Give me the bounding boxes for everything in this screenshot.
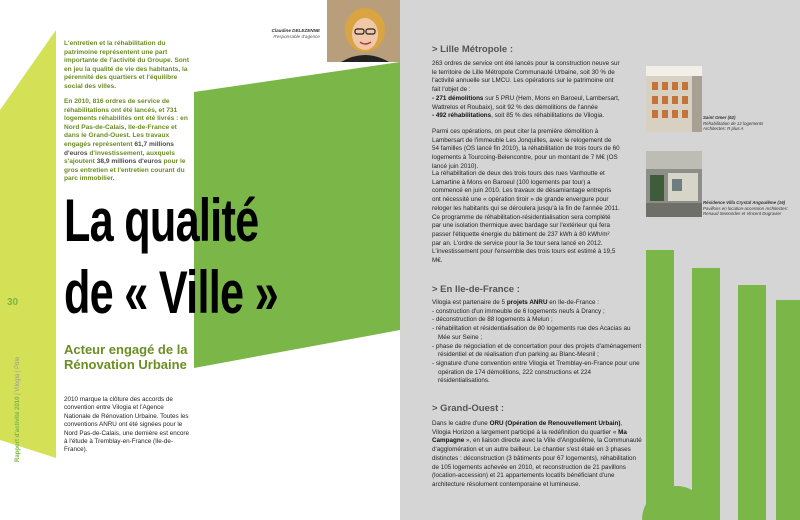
side-label-main: Rapport d'activité 2010 bbox=[15, 396, 21, 462]
green-bar-3 bbox=[738, 285, 766, 520]
side-label-sep: | bbox=[15, 391, 21, 397]
intro2-bold-a: 61,7 millions d'euros bbox=[64, 140, 174, 157]
subheading: Acteur engagé de la Rénovation Urbaine bbox=[64, 342, 188, 372]
side-label-sep-2: | bbox=[15, 368, 21, 374]
photo-caption-1 bbox=[703, 115, 783, 132]
section-title-ouest: > Grand-Ouest : bbox=[432, 403, 505, 414]
section-title-lille: > Lille Métropole : bbox=[432, 44, 514, 55]
lille-paragraph-3: La réhabilitation de deux des trois tours des rues Vanhoutte et Lamartine à Mons en Baroeul (100 logements par tour) a commencé en juin 2010. Les travaux de désamiantage entrepris ont nécessité une « opération tiroir » de grande envergure pour reloger les habitants qui se déroulera jusqu'à la fin de l'année 2011. Ce programme de réhabilitation-résidentialisation sera complété par une isolation thermique avec bardage sur l'extérieur qui fera passer l'étiquette énergie du bâtiment de 237 kWh à 80 kWh/m² par an. L'ordre de service pour la 3e tour sera lancé en 2012. L'investissement pour l'ensemble des trois tours est estimé à 19,5 M€. bbox=[432, 170, 620, 265]
intro2-text-c: pour le gros entretien et l'entretien courant du parc immobilier. bbox=[64, 158, 186, 183]
intro-paragraph-1: L'entretien et la réhabilitation du patrimoine représentent une part importante de l'activité du Groupe. Sont en jeu la qualité de vie des habitants, la pérennité des quartiers et l'équilibre social des villes. bbox=[64, 40, 190, 90]
ouest-text-c: », en liaison directe avec la Ville d'Angoulême, la Communauté d'agglomération et un autre bailleur. Le chantier s'est étalé en 3 phases distinctes : déconstruction (3 bâtiments pour 67 logements), réhabilitation de 105 logements achevée en 2010, et reconstruction de 21 pavillons (location-accession) et 21 appartements locatifs bénéficiant d'une architecture résolument contemporaine et lumineuse. bbox=[432, 437, 642, 488]
side-label-sub1: Vilogia bbox=[15, 373, 21, 392]
portrait-photo bbox=[327, 0, 400, 62]
intro2-text-a: En 2010, 816 ordres de service de réhabilitations ont été lancés, et 731 logements réhabilités ont été livrés : en Nord Pas-de-Calais, Ile-de-France et dans le Grand-Ouest. Les travaux engagés représentent bbox=[64, 98, 188, 148]
ouest-text-b: , Vilogia Horizon a largement participé à la redéfinition du quartier « bbox=[432, 420, 623, 436]
list-item: - construction d'un immeuble de 6 logements neufs à Drancy ; bbox=[432, 307, 605, 315]
lille-li1-bold: - 271 démolitions bbox=[432, 94, 484, 102]
green-bar-4 bbox=[776, 300, 800, 520]
building-photo-angouleme bbox=[646, 151, 702, 217]
caption-1-desc: Réhabilitation de 12 logements Architectes: R plus A bbox=[703, 120, 764, 132]
idf-body bbox=[432, 299, 642, 386]
title-line-2: de « Ville » bbox=[64, 259, 278, 326]
side-label-text bbox=[15, 357, 21, 462]
building-photo-saint-omer bbox=[646, 66, 702, 132]
section-title-idf: > En Ile-de-France : bbox=[432, 284, 520, 295]
idf-intro bbox=[432, 299, 642, 308]
building-illustration-2 bbox=[646, 151, 702, 217]
list-item: - signature d'une convention entre Vilogia et Tremblay-en-France pour une opération de 174 démolitions, 222 constructions et 224 résidentialisations. bbox=[432, 359, 640, 385]
photo-caption-2 bbox=[703, 200, 788, 217]
lille-paragraph-2: Parmi ces opérations, on peut citer la première démolition à Lambersart de l'immeuble Les Jonquilles, avec le relogement de 54 familles (OS lancé fin 2010), la réhabilitation de trois tours de 60 logements à Tourcoing-Belencontre, pour un montant de 7 M€ (OS lancé juin 2010). bbox=[432, 128, 620, 170]
ouest-bold-b: Ma Campagne bbox=[432, 428, 627, 445]
caption-1-name: Saint Omer (62) bbox=[703, 115, 736, 120]
intro2-text-b: d'investissement, auxquels s'ajoutent bbox=[64, 149, 175, 166]
intro-paragraph-2 bbox=[64, 98, 191, 184]
list-item: - phase de négociation et de concertation pour des projets d'aménagement résidentiel et de réalisation d'un parking au Blanc-Mesnil ; bbox=[432, 342, 642, 359]
building-illustration-1 bbox=[646, 66, 702, 132]
lille-li2-bold: - 492 réhabilitations bbox=[432, 112, 492, 120]
portrait-illustration bbox=[327, 0, 400, 62]
caption-2-name: Résidence Villa Crystal Angoulême (16) bbox=[703, 200, 786, 205]
ouest-text-a: Dans le cadre d'une bbox=[432, 420, 490, 427]
idf-intro-a: Vilogia est partenaire de 5 bbox=[432, 299, 507, 306]
ouest-body bbox=[432, 420, 642, 490]
side-label bbox=[3, 300, 19, 460]
caption-2-desc: Pavillons en location-accession Architectes: Renaud Seinondes et Vincent Dugravier bbox=[703, 205, 789, 217]
left-body-text: 2010 marque la clôture des accords de convention entre Vilogia et l'Agence Nationale de Rénovation Urbaine. Toutes les conventions ANRU ont été signées pour le Nord Pas-de-Calais, une dernière est encore à l'étude à Tremblay-en-France (Ile-de-France). bbox=[64, 396, 189, 454]
title-line-1: La qualité bbox=[64, 187, 259, 254]
lille-li2-rest: , soit 85 % des réhabilitations de Vilogia. bbox=[491, 112, 605, 120]
green-circle bbox=[636, 480, 716, 520]
ouest-bold-a: ORU (Opération de Renouvellement Urbain) bbox=[489, 420, 621, 427]
lille-paragraph-1 bbox=[432, 60, 620, 121]
page-number: 30 bbox=[7, 297, 19, 308]
lille-li1-rest: sur 5 PRU (Hem, Mons en Baroeul, Lambersart, Wattrelos et Roubaix), soit 92 % des démolitions de l'année bbox=[432, 94, 620, 111]
intro2-bold-b: 38,9 millions d'euros bbox=[96, 158, 162, 166]
list-item: - réhabilitation et résidentialisation de 80 logements rue des Acacias au Mée sur Seine ; bbox=[432, 325, 631, 341]
idf-intro-bold: projets ANRU bbox=[506, 299, 548, 306]
list-item: - déconstruction de 88 logements à Melun ; bbox=[432, 316, 553, 324]
idf-intro-b: en Ile-de-France : bbox=[547, 299, 599, 306]
photo-caption-role: Responsable d'agence bbox=[273, 34, 320, 39]
lille-p1-text: 263 ordres de service ont été lancés pour la construction neuve sur le territoire de Lille Métropole Communauté Urbaine, soit 30 % de l'activité annuelle sur LMCU. Les opérations sur le patrimoine ont fait l'objet de : bbox=[432, 60, 620, 94]
side-label-sub2: Pôle bbox=[15, 356, 21, 369]
photo-caption-name: Claudine DELEZENNE bbox=[271, 28, 320, 33]
